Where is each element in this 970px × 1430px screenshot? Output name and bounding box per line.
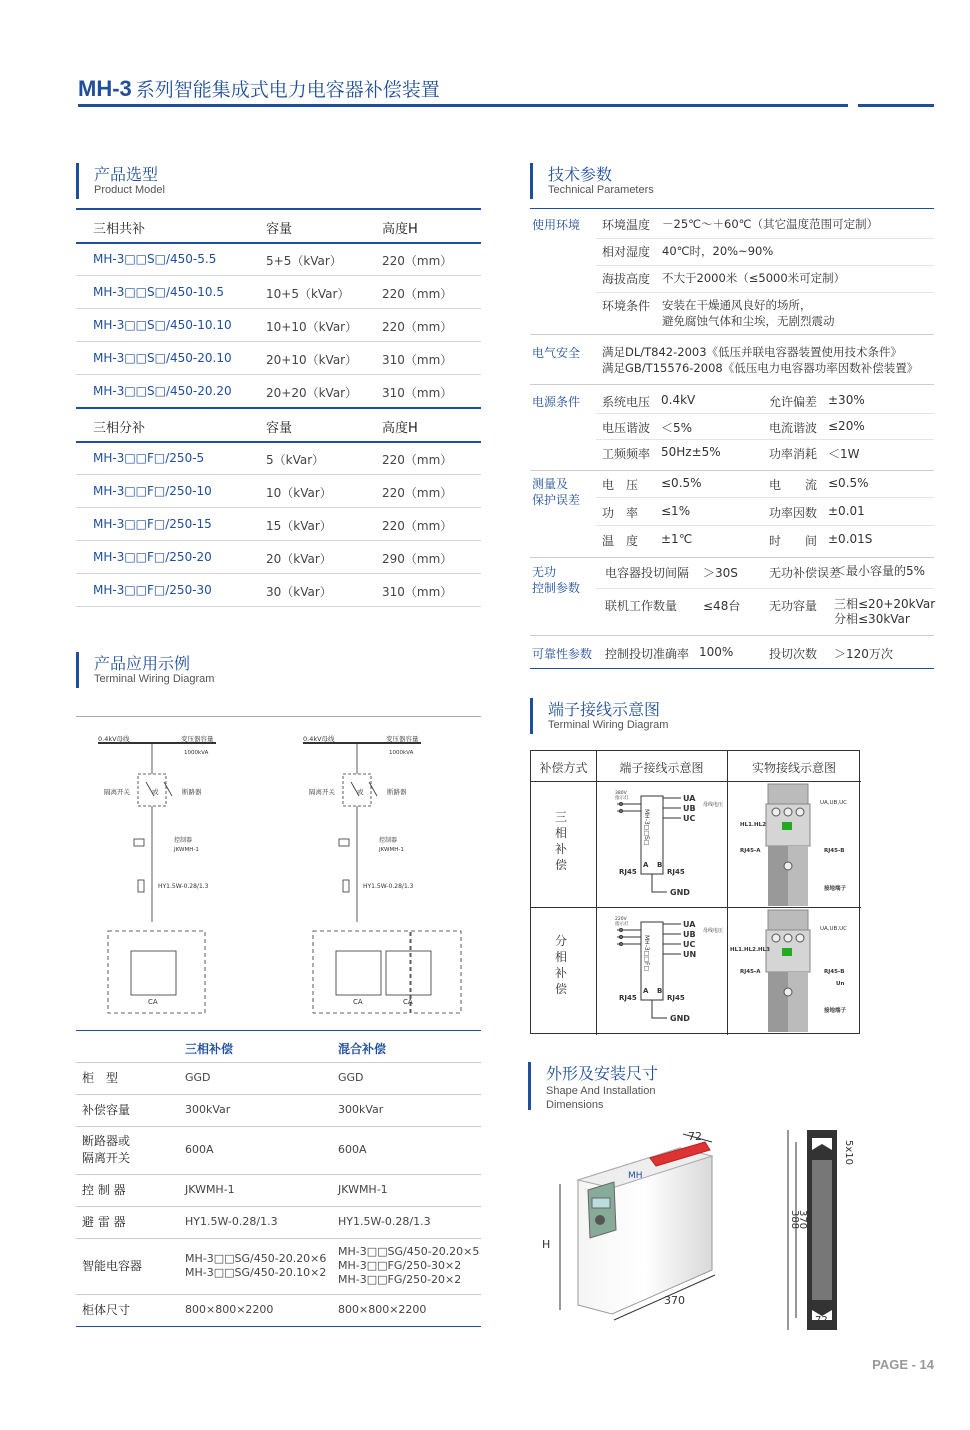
controller-label: 控制器 xyxy=(379,837,398,844)
transformer-kva: 1000kVA xyxy=(184,750,209,756)
row-divider xyxy=(76,1206,481,1207)
ground-terminal-label: 接地端子 xyxy=(824,886,847,892)
ground-line xyxy=(652,874,667,892)
row-divider xyxy=(596,588,934,589)
port-b: B xyxy=(657,987,663,995)
section-title-terminal: 端子接线示意图 xyxy=(548,700,661,719)
rj45b-label: RJ45-B xyxy=(824,969,845,975)
tech-text: 电源条件 xyxy=(532,395,581,409)
uvw-label: UA,UB,UC xyxy=(820,926,847,932)
tech-text: 温 度 xyxy=(602,534,639,548)
tech-text: 功率消耗 xyxy=(769,447,818,461)
app-row-value: MH-3□□SG/450-20.20×5 MH-3□□FG/250-30×2 MH-3□□FG/250-20×2 xyxy=(338,1245,480,1286)
app-row-value: JKWMH-1 xyxy=(185,1183,235,1196)
ca-label: CA xyxy=(148,998,158,1006)
capacitor-box xyxy=(386,951,431,995)
model-cell: MH-3□□F□/250-5 xyxy=(93,451,205,465)
tech-text: ±1℃ xyxy=(661,532,693,546)
row-divider xyxy=(76,441,481,443)
dim-length: 370 xyxy=(664,1294,685,1307)
rj45-b: RJ45 xyxy=(667,994,685,1002)
page-number: PAGE - 14 xyxy=(872,1357,934,1372)
section-title-tech: 技术参数 xyxy=(548,165,613,184)
app-head-cell: 混合补偿 xyxy=(338,1042,387,1056)
breaker-label: 断路器 xyxy=(387,788,407,796)
model-cell: 220（mm） xyxy=(382,519,453,533)
controller-symbol xyxy=(339,839,349,846)
tech-text: ＜5% xyxy=(661,421,693,435)
section-subtitle-app: Terminal Wiring Diagram xyxy=(94,673,215,685)
terminal-diagram xyxy=(597,782,727,907)
model-head-cell: 容量 xyxy=(266,222,293,237)
row-divider xyxy=(76,573,481,574)
model-cell: 10（kVar） xyxy=(266,486,332,500)
device-body xyxy=(768,846,788,906)
row-divider xyxy=(76,1094,481,1095)
row-divider xyxy=(76,308,481,309)
tech-text: 允许偏差 xyxy=(769,395,818,409)
capacitor-mount-view xyxy=(788,1130,854,1330)
model-cell: 20+10（kVar） xyxy=(266,353,358,367)
tech-text: 可靠性参数 xyxy=(532,647,593,661)
controller-model: JKWMH-1 xyxy=(174,847,199,853)
terminal-row-label: 三 相 补 偿 xyxy=(555,810,568,872)
model-cell: 30（kVar） xyxy=(266,585,332,599)
model-label: MH-3□□F□ xyxy=(643,935,650,972)
tech-text: 相对湿度 xyxy=(602,245,651,259)
tech-text: －25℃～＋60℃（其它温度范围可定制） xyxy=(662,217,879,231)
section-subtitle-terminal: Terminal Wiring Diagram xyxy=(548,719,669,731)
dimension-drawing xyxy=(530,1120,870,1335)
tech-text: 使用环境 xyxy=(532,218,581,232)
breaker-symbol xyxy=(369,782,377,796)
model-cell: 220（mm） xyxy=(382,453,453,467)
phase-label: UA xyxy=(683,920,696,929)
rj45-a: RJ45 xyxy=(619,994,637,1002)
bus-label: 母线电压 xyxy=(703,928,724,934)
row-divider xyxy=(76,341,481,342)
tech-text: 电 流 xyxy=(769,478,818,492)
row-divider xyxy=(76,1294,481,1295)
tech-text: ≤20% xyxy=(828,419,865,433)
model-cell: MH-3□□S□/450-20.10 xyxy=(93,351,232,365)
terminal-screw xyxy=(772,934,780,942)
device-photo xyxy=(728,908,860,1033)
voltage-label: 220V xyxy=(615,917,627,922)
row-divider xyxy=(76,242,481,244)
ca-label: CA xyxy=(403,998,413,1006)
dim-height: H xyxy=(542,1238,551,1251)
ground-screw xyxy=(784,988,792,996)
arrester-label: HY1.5W-0.28/1.3 xyxy=(158,883,209,890)
app-row-value: 300kVar xyxy=(338,1103,384,1116)
dim-mount-370: 370 xyxy=(797,1210,808,1230)
app-row-value: 800×800×2200 xyxy=(338,1303,427,1316)
tech-text: 无功 控制参数 xyxy=(532,565,581,595)
device-body xyxy=(788,846,808,906)
controller-symbol xyxy=(134,839,144,846)
device-top xyxy=(768,784,808,804)
tech-text: 50Hz±5% xyxy=(661,445,721,459)
row-divider xyxy=(596,497,934,498)
tech-text: 电流谐波 xyxy=(769,421,818,435)
tech-text: 安装在干燥通风良好的场所， 避免腐蚀气体和尘埃，无剧烈震动 xyxy=(662,298,835,328)
model-head-cell: 三相共补 xyxy=(93,222,146,237)
divider xyxy=(76,716,481,717)
model-cell: 20+20（kVar） xyxy=(266,386,358,400)
transformer-kva: 1000kVA xyxy=(389,750,414,756)
terminal-screw xyxy=(784,934,792,942)
phase-label: UC xyxy=(683,814,696,823)
switch-label: 隔离开关 xyxy=(309,788,335,796)
device-top xyxy=(768,910,808,930)
tech-text: 满足DL/T842-2003《低压并联电容器装置使用技术条件》 满足GB/T15576-2008《低压电力电容器功率因数补偿装置》 xyxy=(602,345,919,375)
tech-text: ＜最小容量的5% xyxy=(834,564,926,578)
ca-label: CA xyxy=(353,998,363,1006)
model-cell: MH-3□□F□/250-30 xyxy=(93,583,212,597)
tech-text: 无功容量 xyxy=(769,599,818,613)
tech-text: 控制投切准确率 xyxy=(605,647,690,661)
model-cell: 10+10（kVar） xyxy=(266,320,358,334)
row-divider xyxy=(76,1174,481,1175)
terminal-head-cell: 端子接线示意图 xyxy=(619,761,704,775)
cabinet-outline xyxy=(411,931,461,1013)
bus-label: 0.4kV母线 xyxy=(98,735,130,743)
model-cell: MH-3□□S□/450-5.5 xyxy=(93,252,217,266)
app-row-value: HY1.5W-0.28/1.3 xyxy=(338,1215,431,1228)
section-bar xyxy=(530,698,533,734)
model-cell: 15（kVar） xyxy=(266,519,332,533)
transformer-label: 变压器容量 xyxy=(181,735,214,743)
tech-text: 海拔高度 xyxy=(602,272,651,286)
indicator-label: 指示灯 xyxy=(615,922,629,927)
section-bar xyxy=(530,163,533,199)
row-divider xyxy=(596,525,934,526)
section-bar xyxy=(76,163,79,199)
rj45-port xyxy=(782,948,792,956)
display-panel xyxy=(588,1182,616,1238)
tech-text: 不大于2000米（≤5000米可定制） xyxy=(662,271,846,285)
row-divider xyxy=(76,374,481,375)
tech-text: 功 率 xyxy=(602,506,639,520)
gnd-label: GND xyxy=(670,1014,690,1023)
bus-label: 0.4kV母线 xyxy=(303,735,335,743)
model-cell: 310（mm） xyxy=(382,353,453,367)
terminal-table xyxy=(530,750,860,1034)
app-row-value: GGD xyxy=(338,1071,364,1084)
uvw-label: UA,UB,UC xyxy=(820,800,847,806)
tech-text: 功率因数 xyxy=(769,506,818,520)
row-divider xyxy=(596,238,934,239)
un-label: Un xyxy=(836,981,845,987)
or-label: 或 xyxy=(357,788,364,796)
wiring-diagram xyxy=(76,722,481,1022)
terminal-screw xyxy=(772,808,780,816)
row-divider xyxy=(76,275,481,276)
voltage-label: 380V xyxy=(615,791,627,796)
phase-label: UN xyxy=(683,950,697,959)
switch-label: 隔离开关 xyxy=(104,788,130,796)
tech-text: 40℃时，20%~90% xyxy=(662,244,774,258)
terminal-screw xyxy=(784,808,792,816)
transformer-label: 变压器容量 xyxy=(386,735,419,743)
tech-text: ＞120万次 xyxy=(834,647,893,661)
model-cell: 310（mm） xyxy=(382,585,453,599)
terminal-head-cell: 补偿方式 xyxy=(539,761,588,775)
row-divider xyxy=(530,470,934,471)
row-divider xyxy=(76,1030,481,1031)
ground-screw xyxy=(784,862,792,870)
device-body xyxy=(768,972,788,1032)
row-divider xyxy=(76,407,481,409)
capacitor-3d-view xyxy=(542,1130,715,1320)
tech-text: 环境温度 xyxy=(602,218,651,232)
phase-label: UB xyxy=(683,804,696,813)
row-divider xyxy=(530,334,934,335)
tech-text: ≤48台 xyxy=(703,599,741,613)
device-photo xyxy=(728,782,860,907)
phase-label: UA xyxy=(683,794,696,803)
section-bar xyxy=(76,652,79,688)
tech-text: 电压谐波 xyxy=(602,421,651,435)
header-rule xyxy=(78,104,848,107)
app-row-value: 600A xyxy=(338,1143,367,1156)
app-head-cell: 三相补偿 xyxy=(185,1042,234,1056)
brand-logo: MH xyxy=(628,1171,643,1181)
ground-terminal-label: 接地端子 xyxy=(824,1008,847,1014)
app-row-label: 断路器或 隔离开关 xyxy=(82,1134,131,1165)
tech-table xyxy=(530,208,934,670)
tech-text: 100% xyxy=(699,645,734,659)
rj45-b: RJ45 xyxy=(667,868,685,876)
section-subtitle-model: Product Model xyxy=(94,184,165,196)
tech-text: 电容器投切间隔 xyxy=(605,566,690,580)
tech-text: ±30% xyxy=(828,393,865,407)
tech-text: 三相≤20+20kVar 分相≤30kVar xyxy=(834,597,936,626)
row-divider xyxy=(76,1126,481,1127)
section-subtitle-dims: Shape And Installation Dimensions xyxy=(546,1085,656,1111)
breaker-symbol xyxy=(164,782,172,796)
row-divider xyxy=(530,208,934,209)
model-head-cell: 高度H xyxy=(382,222,418,237)
tech-text: ±0.01 xyxy=(828,504,865,518)
dim-hole: 5x10 xyxy=(843,1140,854,1166)
capacitor-box xyxy=(131,951,176,995)
port-a: A xyxy=(643,987,649,995)
app-row-value: GGD xyxy=(185,1071,211,1084)
model-cell: MH-3□□F□/250-10 xyxy=(93,484,212,498)
app-row-label: 避 雷 器 xyxy=(82,1215,126,1229)
section-title-model: 产品选型 xyxy=(94,165,159,184)
rj45-a: RJ45 xyxy=(619,868,637,876)
device-body xyxy=(788,972,808,1032)
port-b: B xyxy=(657,861,663,869)
model-cell: 20（kVar） xyxy=(266,552,332,566)
controller-label: 控制器 xyxy=(174,837,193,844)
row-divider xyxy=(530,384,934,385)
rj45b-label: RJ45-B xyxy=(824,848,845,854)
arrester-label: HY1.5W-0.28/1.3 xyxy=(363,883,414,890)
ground-line xyxy=(652,1000,667,1018)
model-cell: 220（mm） xyxy=(382,254,453,268)
model-cell: 290（mm） xyxy=(382,552,453,566)
app-row-value: JKWMH-1 xyxy=(338,1183,388,1196)
header-rule-short xyxy=(858,104,934,107)
row-divider xyxy=(76,507,481,508)
app-row-value: 300kVar xyxy=(185,1103,231,1116)
model-head-cell: 容量 xyxy=(266,421,293,436)
row-divider xyxy=(596,292,934,293)
page-title: MH-3 系列智能集成式电力电容器补偿装置 xyxy=(78,76,440,101)
tech-text: ≤0.5% xyxy=(828,476,869,490)
arrester-symbol xyxy=(138,880,144,892)
dim-44: 44 xyxy=(815,1304,828,1315)
row-divider xyxy=(76,540,481,541)
controller-model: JKWMH-1 xyxy=(379,847,404,853)
capacitor-box xyxy=(336,951,381,995)
hl-label: HL1.HL2 xyxy=(740,822,766,828)
model-cell: MH-3□□S□/450-10.10 xyxy=(93,318,232,332)
model-cell: MH-3□□F□/250-15 xyxy=(93,517,212,531)
app-row-label: 柜 型 xyxy=(82,1071,119,1085)
row-divider xyxy=(76,1062,481,1063)
model-cell: 10+5（kVar） xyxy=(266,287,350,301)
bus-label: 母线电压 xyxy=(703,802,724,808)
dim-mount-388: 388 xyxy=(789,1210,800,1230)
tech-text: 系统电压 xyxy=(602,395,651,409)
tech-text: ＞30S xyxy=(703,566,738,580)
tech-text: ≤0.5% xyxy=(661,476,702,490)
app-row-label: 控 制 器 xyxy=(82,1183,126,1197)
tech-text: 投切次数 xyxy=(769,647,818,661)
terminal-screw xyxy=(796,808,804,816)
tech-text: 联机工作数量 xyxy=(605,599,678,613)
tech-text: 时 间 xyxy=(769,534,818,548)
gnd-label: GND xyxy=(670,888,690,897)
indicator-label: 指示灯 xyxy=(615,796,629,801)
tech-text: 0.4kV xyxy=(661,393,696,407)
model-cell: MH-3□□S□/450-10.5 xyxy=(93,285,224,299)
tech-text: 无功补偿误差 xyxy=(769,566,842,580)
row-divider xyxy=(596,265,934,266)
terminal-diagram xyxy=(597,908,727,1033)
row-divider xyxy=(76,606,481,607)
phase-label: UB xyxy=(683,930,696,939)
tech-text: 环境条件 xyxy=(602,299,651,313)
model-cell: 220（mm） xyxy=(382,287,453,301)
app-row-value: 800×800×2200 xyxy=(185,1303,274,1316)
row-divider xyxy=(76,1238,481,1239)
rj45-port xyxy=(782,822,792,830)
row-divider xyxy=(76,1326,481,1327)
row-divider xyxy=(596,439,934,440)
section-title-dims: 外形及安装尺寸 xyxy=(546,1064,659,1083)
app-row-value: MH-3□□SG/450-20.20×6 MH-3□□SG/450-20.10×2 xyxy=(185,1252,327,1279)
row-divider xyxy=(530,635,934,636)
tech-text: ＜1W xyxy=(828,447,860,461)
model-cell: MH-3□□S□/450-20.20 xyxy=(93,384,232,398)
terminal-head-cell: 实物接线示意图 xyxy=(751,761,836,775)
model-cell: 5+5（kVar） xyxy=(266,254,342,268)
terminal-screw xyxy=(796,934,804,942)
tech-text: 电 压 xyxy=(602,478,639,492)
tech-text: ±0.01S xyxy=(828,532,873,546)
tech-text: ≤1% xyxy=(661,504,691,518)
model-cell: MH-3□□F□/250-20 xyxy=(93,550,212,564)
tech-text: 测量及 保护误差 xyxy=(532,477,581,507)
port-a: A xyxy=(643,861,649,869)
row-divider xyxy=(530,668,934,669)
app-row-label: 补偿容量 xyxy=(82,1103,131,1117)
model-cell: 5（kVar） xyxy=(266,453,325,467)
row-divider xyxy=(596,413,934,414)
model-cell: 220（mm） xyxy=(382,320,453,334)
hl-label: HL1.HL2.HL3 xyxy=(730,947,770,953)
row-divider xyxy=(530,557,934,558)
app-row-value: HY1.5W-0.28/1.3 xyxy=(185,1215,278,1228)
dim-width: 72 xyxy=(688,1130,702,1143)
breaker-label: 断路器 xyxy=(182,788,202,796)
app-row-value: 600A xyxy=(185,1143,214,1156)
or-label: 或 xyxy=(152,788,159,796)
row-divider xyxy=(76,208,481,210)
rj45a-label: RJ45-A xyxy=(740,848,761,854)
rj45a-label: RJ45-A xyxy=(740,969,761,975)
section-title-app: 产品应用示例 xyxy=(94,654,191,673)
model-head-cell: 高度H xyxy=(382,421,418,436)
model-cell: 310（mm） xyxy=(382,386,453,400)
section-bar xyxy=(528,1062,531,1110)
terminal-row-label: 分 相 补 偿 xyxy=(555,934,568,996)
model-cell: 220（mm） xyxy=(382,486,453,500)
section-subtitle-tech: Technical Parameters xyxy=(548,184,654,196)
row-divider xyxy=(76,474,481,475)
tech-text: 工频频率 xyxy=(602,447,651,461)
tech-text: 电气安全 xyxy=(532,346,581,360)
app-row-label: 智能电容器 xyxy=(82,1259,143,1273)
app-row-label: 柜体尺寸 xyxy=(82,1303,131,1317)
phase-label: UC xyxy=(683,940,696,949)
model-label: MH-3□□S□ xyxy=(643,809,650,846)
model-head-cell: 三相分补 xyxy=(93,421,146,436)
arrester-symbol xyxy=(343,880,349,892)
dim-72: 72 xyxy=(815,1315,828,1326)
